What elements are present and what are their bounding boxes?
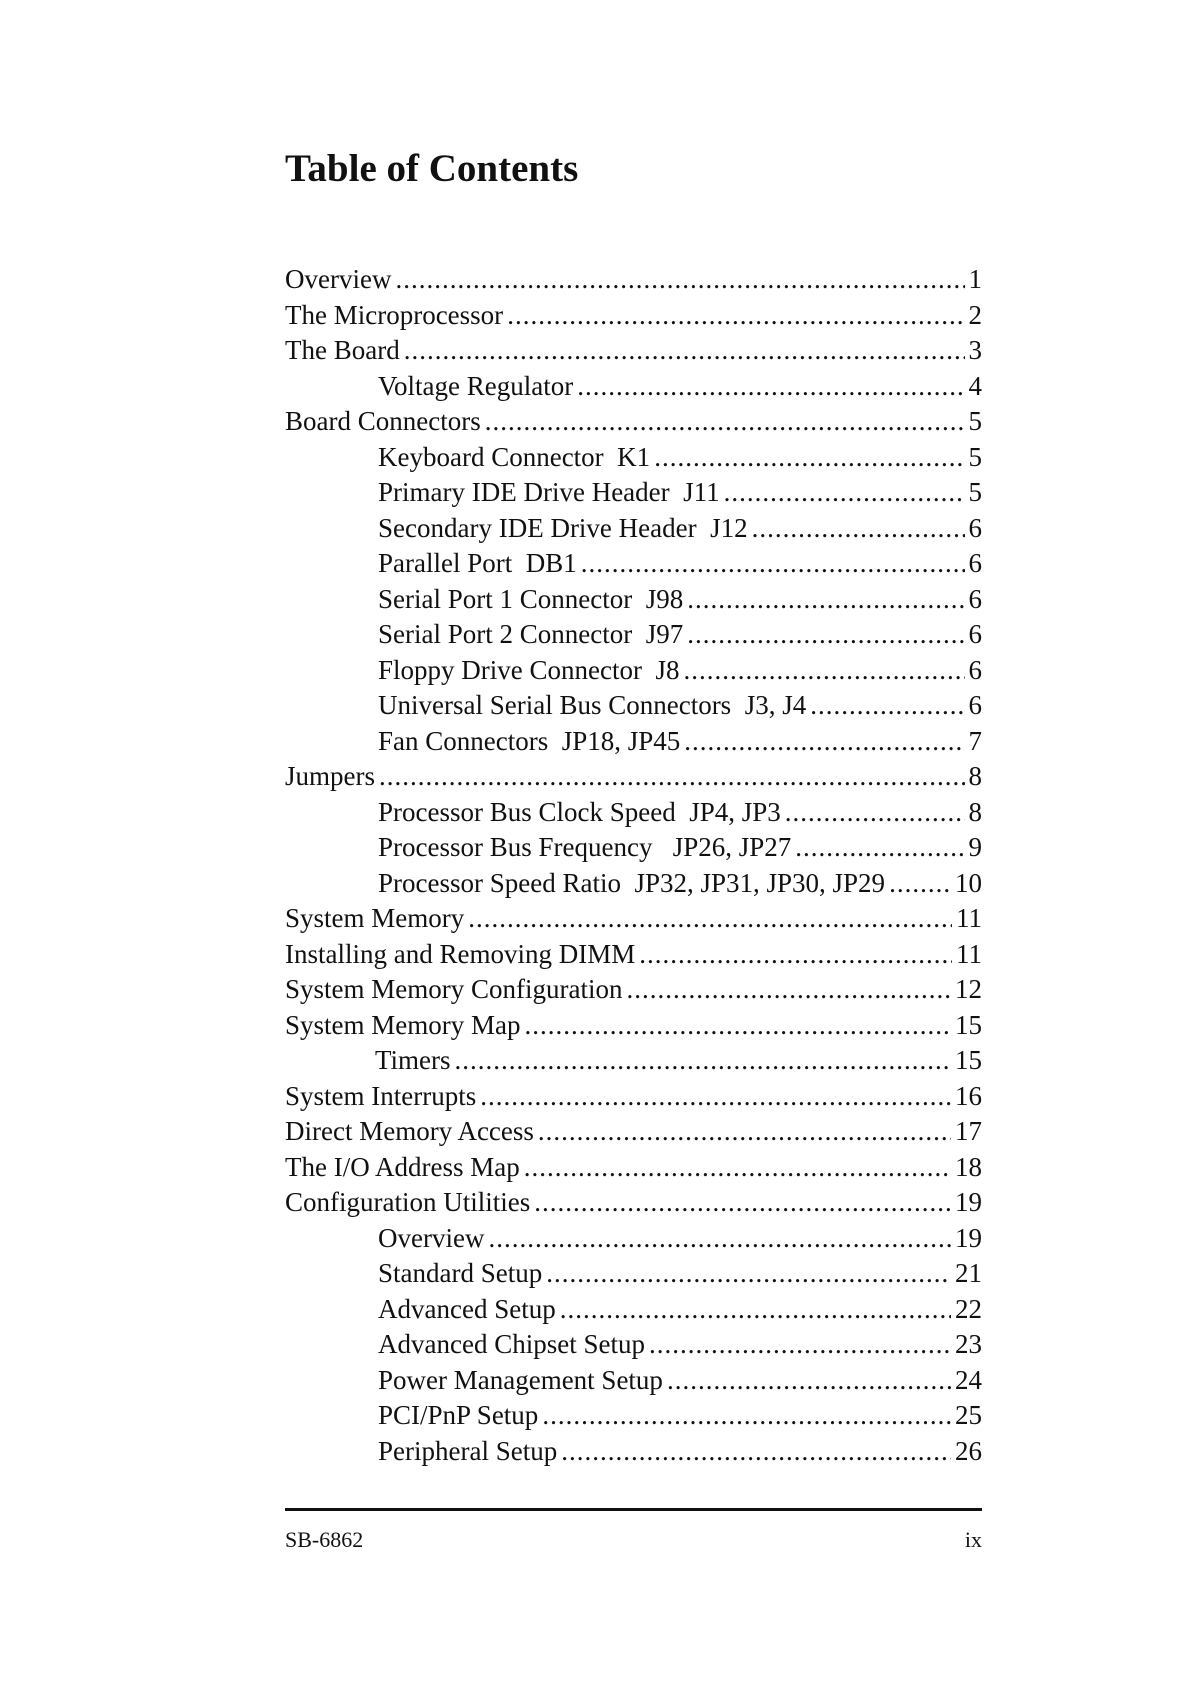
toc-entry-page: 10: [955, 867, 982, 898]
toc-entry-page: 8: [968, 796, 982, 827]
toc-entry[interactable]: [285, 371, 982, 407]
toc-entry[interactable]: [285, 1436, 982, 1472]
toc-entry-page: 5: [968, 477, 982, 507]
dot-leader: [561, 1436, 951, 1467]
dot-leader: [724, 477, 965, 508]
toc-entry[interactable]: [285, 1152, 982, 1188]
dot-leader: [795, 832, 964, 863]
toc-entry-page: 24: [955, 1364, 982, 1395]
toc-entry-page: 11: [956, 938, 982, 969]
toc-entry[interactable]: [285, 903, 982, 939]
toc-entry-page: 15: [955, 1045, 982, 1075]
dot-leader: [534, 1187, 951, 1218]
toc-entry-page: 12: [955, 974, 982, 1004]
toc-entry-label: Serial Port 1 Connector J98: [378, 583, 684, 614]
dot-leader: [810, 690, 964, 721]
toc-entry-label: System Memory: [285, 903, 465, 933]
toc-entry[interactable]: [285, 1258, 982, 1294]
toc-entry-label: Overview: [285, 264, 392, 294]
dot-leader: [395, 264, 964, 295]
dot-leader: [480, 1081, 951, 1112]
toc-entry-label: Overview: [378, 1222, 485, 1253]
toc-entry-label: Secondary IDE Drive Header J12: [378, 512, 748, 543]
toc-entry-page: 18: [955, 1151, 982, 1182]
toc-entry[interactable]: [285, 1223, 982, 1259]
toc-entry-label: Primary IDE Drive Header J11: [378, 477, 720, 507]
toc-entry[interactable]: [285, 1400, 982, 1436]
toc-entry-page: 17: [955, 1116, 982, 1146]
toc-entry-label: Configuration Utilities: [285, 1187, 531, 1217]
toc-entry[interactable]: [285, 1116, 982, 1152]
toc-entry-label: Keyboard Connector K1: [378, 441, 651, 472]
toc-entry[interactable]: [285, 548, 982, 584]
dot-leader: [525, 1010, 952, 1041]
toc-entry-label: Installing and Removing DIMM: [285, 938, 636, 969]
toc-entry-page: 6: [968, 512, 982, 543]
dot-leader: [524, 1152, 951, 1183]
dot-leader: [577, 371, 964, 402]
toc-entry[interactable]: [285, 974, 982, 1010]
toc-entry-label: Peripheral Setup: [378, 1435, 558, 1466]
toc-entry-label: Timers: [375, 1045, 451, 1075]
toc-entry-label: Fan Connectors JP18, JP45: [378, 725, 681, 756]
dot-leader: [468, 903, 952, 934]
toc-entry-page: 21: [955, 1258, 982, 1288]
toc-entry[interactable]: [285, 868, 982, 904]
footer-rule: [285, 1508, 982, 1511]
toc-entry[interactable]: [285, 584, 982, 620]
dot-leader: [639, 939, 952, 970]
dot-leader: [626, 974, 951, 1005]
toc-entry[interactable]: [285, 300, 982, 336]
toc-entry-label: System Memory Map: [285, 1009, 521, 1040]
toc-entry-page: 19: [955, 1222, 982, 1253]
dot-leader: [752, 513, 965, 544]
toc-entry-label: Parallel Port DB1: [378, 548, 577, 578]
dot-leader: [667, 1365, 951, 1396]
dot-leader: [889, 868, 951, 899]
toc-entry[interactable]: [285, 442, 982, 478]
toc-entry-label: Standard Setup: [378, 1258, 543, 1288]
dot-leader: [546, 1258, 951, 1289]
toc-entry-label: Floppy Drive Connector J8: [378, 654, 680, 685]
toc-entry-page: 6: [968, 583, 982, 614]
toc-entry-label: Processor Bus Clock Speed JP4, JP3: [378, 796, 781, 827]
dot-leader: [560, 1294, 951, 1325]
toc-entry[interactable]: [285, 1081, 982, 1117]
dot-leader: [654, 442, 964, 473]
toc-entry-page: 26: [955, 1435, 982, 1466]
dot-leader: [684, 726, 964, 757]
dot-leader: [542, 1400, 951, 1431]
toc-entry[interactable]: [285, 513, 982, 549]
toc-entry[interactable]: [285, 797, 982, 833]
toc-entry-page: 3: [968, 335, 982, 365]
footer-model: SB-6862: [285, 1527, 364, 1552]
toc-entry-page: 9: [968, 832, 982, 862]
dot-leader: [687, 584, 964, 615]
toc-entry-label: Jumpers: [285, 761, 375, 791]
toc-entry[interactable]: [285, 335, 982, 371]
toc-entry-page: 5: [968, 441, 982, 472]
footer-page-number: ix: [964, 1527, 982, 1552]
toc-entry[interactable]: [285, 832, 982, 868]
dot-leader: [379, 761, 965, 792]
toc-entry[interactable]: [285, 726, 982, 762]
toc-entry[interactable]: [285, 1365, 982, 1401]
toc-entry-page: 16: [955, 1080, 982, 1111]
toc-entry[interactable]: [285, 1187, 982, 1223]
toc-entry[interactable]: [285, 761, 982, 797]
toc-entry[interactable]: [285, 1294, 982, 1330]
toc-entry-label: System Interrupts: [285, 1080, 477, 1111]
toc-entry-label: The I/O Address Map: [285, 1151, 520, 1182]
page-title: Table of Contents: [285, 147, 579, 190]
toc-entry-page: 4: [968, 370, 982, 401]
toc-entry[interactable]: [285, 690, 982, 726]
dot-leader: [538, 1116, 951, 1147]
dot-leader: [455, 1045, 951, 1076]
dot-leader: [485, 406, 965, 437]
dot-leader: [649, 1329, 951, 1360]
toc-entry[interactable]: [285, 655, 982, 691]
toc-entry-page: 11: [956, 903, 982, 933]
dot-leader: [488, 1223, 951, 1254]
toc-entry[interactable]: [285, 477, 982, 513]
toc-entry-page: 5: [968, 406, 982, 436]
toc-entry-page: 2: [968, 299, 982, 330]
toc-entry-page: 25: [955, 1400, 982, 1430]
toc-entry-label: Board Connectors: [285, 406, 481, 436]
toc-entry-page: 8: [968, 761, 982, 791]
dot-leader: [507, 300, 964, 331]
dot-leader: [785, 797, 965, 828]
toc-entry-label: The Board: [285, 335, 400, 365]
toc-entry[interactable]: [285, 1329, 982, 1365]
toc-entry-page: 22: [955, 1293, 982, 1324]
toc-entry-page: 1: [968, 264, 982, 294]
toc-entry-page: 6: [968, 548, 982, 578]
toc-entry-page: 6: [968, 654, 982, 685]
toc-entry-page: 15: [955, 1009, 982, 1040]
toc-entry[interactable]: [285, 264, 982, 300]
dot-leader: [687, 619, 964, 650]
toc-entry-page: 23: [955, 1329, 982, 1359]
toc-entry[interactable]: [285, 1045, 982, 1081]
toc-entry-label: Serial Port 2 Connector J97: [378, 619, 684, 649]
dot-leader: [683, 655, 964, 686]
toc-entry-label: Power Management Setup: [378, 1364, 663, 1395]
toc-entry-page: 19: [955, 1187, 982, 1217]
toc-entry-label: Processor Bus Frequency JP26, JP27: [378, 832, 792, 862]
toc-entry-label: Voltage Regulator: [378, 370, 574, 401]
toc-entry-label: The Microprocessor: [285, 299, 504, 330]
toc-entry-label: PCI/PnP Setup: [378, 1400, 539, 1430]
toc-entry[interactable]: [285, 1010, 982, 1046]
toc-entry-label: Direct Memory Access: [285, 1116, 534, 1146]
toc-entry-label: Advanced Setup: [378, 1293, 556, 1324]
table-of-contents: [285, 264, 982, 1471]
toc-entry-page: 6: [968, 619, 982, 649]
toc-entry-label: Universal Serial Bus Connectors J3, J4: [378, 690, 807, 720]
toc-entry-page: 7: [968, 725, 982, 756]
toc-entry[interactable]: [285, 406, 982, 442]
toc-entry-label: Advanced Chipset Setup: [378, 1329, 645, 1359]
toc-entry[interactable]: [285, 619, 982, 655]
toc-entry-label: Processor Speed Ratio JP32, JP31, JP30, JP29: [378, 867, 886, 898]
dot-leader: [404, 335, 965, 366]
dot-leader: [581, 548, 965, 579]
toc-entry-label: System Memory Configuration: [285, 974, 623, 1004]
toc-entry[interactable]: [285, 939, 982, 975]
toc-entry-page: 6: [968, 690, 982, 720]
